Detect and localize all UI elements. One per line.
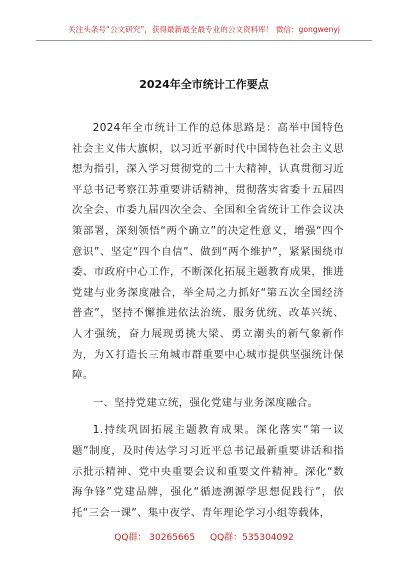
item-paragraph-1: 1.持续巩固拓展主题教育成果。深化落实“第一议题”制度，及时传达学习习近平总书记最新重要讲话和指示批示精神、党中央重要会议和重要文件精神。深化“数海争锋”党建品牌，强化“循迹溯源学思想促践行”，依托“三会一课”、集中夜学、青年理论学习小组等载体，: [72, 424, 344, 519]
document-body: [72, 118, 344, 530]
header-banner: 关注头条号“公文研究”，获得最新最全最专业的公文资料库！ 微信：gongwenyj: [68, 25, 340, 34]
document-title: 2024年全市统计工作要点: [139, 78, 269, 91]
footer-qq-group-2: QQ群：535304092: [210, 533, 294, 543]
header-divider: [36, 40, 372, 41]
section-heading-1: 一、坚持党建立统，强化党建与业务深度融合。: [92, 396, 319, 409]
intro-paragraph: 2024年全市统计工作的总体思路是：高举中国特色社会主义伟大旗帜，以习近平新时代中国特色社会主义思想为指引，深入学习贯彻党的二十大精神，认真贯彻习近平总书记考察江苏重要讲话精神，贯彻落实省委十五届四次全会、市委九届四次全会、全国和全省统计工作会议决策部署，深刻领悟“两个确立”的决定性意义，增强“四个意识”、坚定“四个自信”、做到“两个维护”，紧紧围绕市委、市政府中心工作，不断深化拓展主题教育成果，推进党建与业务深度融合，举全局之力抓好“第五次全国经济普查”，坚持不懈推进依法治统、服务优统、改革兴统、人才强统，奋力展现勇挑大梁、勇立潮头的新气象新作为，为Ｘ打造长三角城市群重要中心城市提供坚强统计保障。: [72, 122, 344, 382]
footer-contact: [0, 530, 408, 543]
footer-qq-group-1: QQ群： 30265665: [114, 533, 196, 543]
